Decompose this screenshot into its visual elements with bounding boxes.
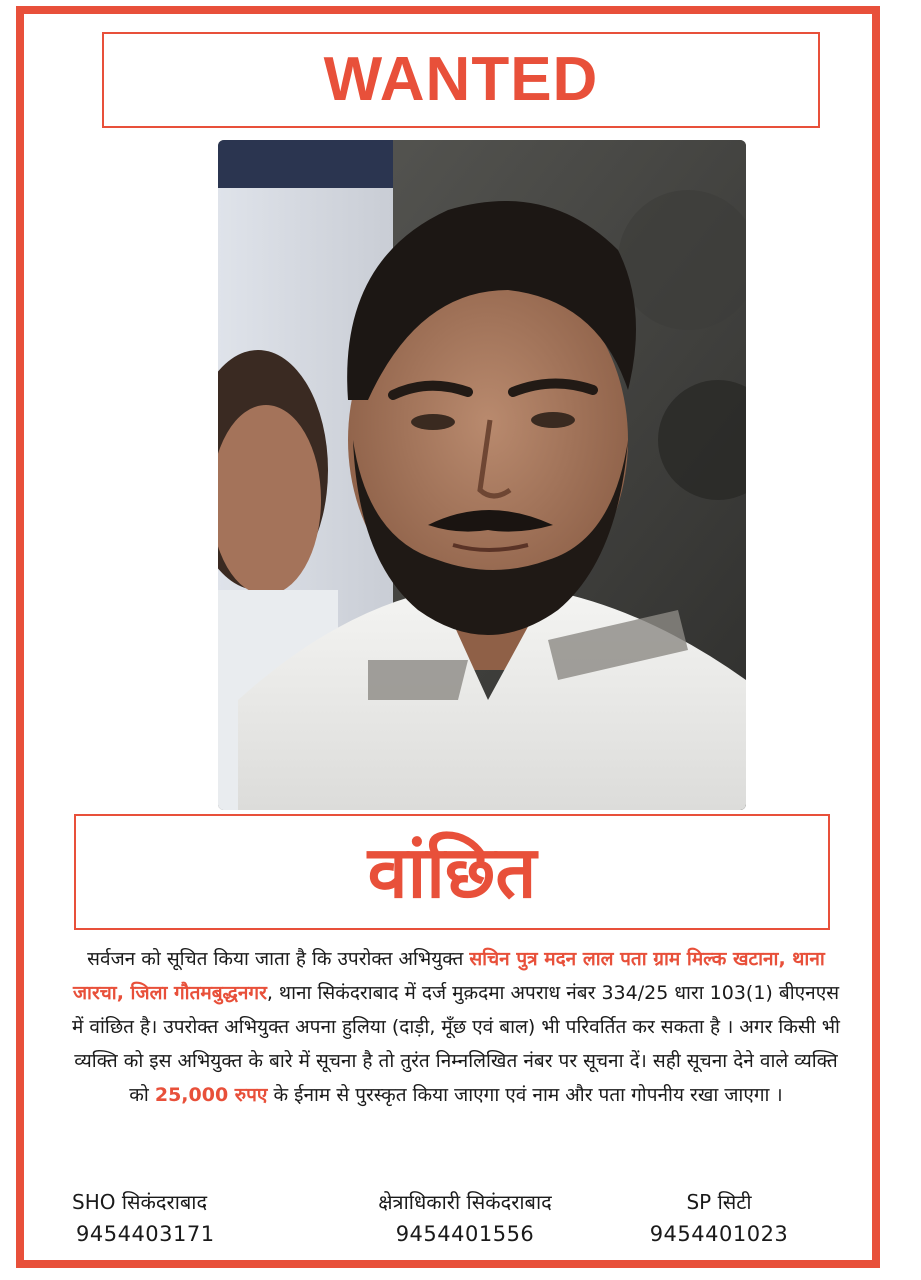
notice-text-intro: सर्वजन को सूचित किया जाता है कि उपरोक्त अभियुक्त: [87, 948, 470, 970]
contact-list: [64, 1186, 854, 1256]
contact-sp-city: [644, 1186, 794, 1250]
hindi-wanted-box: [74, 814, 830, 930]
notice-paragraph: [68, 942, 844, 1112]
contact-title: SP सिटी: [686, 1190, 752, 1214]
contact-title: क्षेत्राधिकारी सिकंदराबाद: [378, 1190, 552, 1214]
wanted-title: WANTED: [323, 45, 599, 114]
notice-text-end: के ईनाम से पुरस्कृत किया जाएगा एवं नाम और पता गोपनीय रखा जाएगा ।: [267, 1084, 783, 1106]
hindi-wanted-title: वांछित: [367, 830, 537, 914]
reward-amount: 25,000 रुपए: [154, 1084, 268, 1106]
contact-phone: 9454403171: [76, 1222, 215, 1246]
accused-name: सचिन पुत्र मदन लाल पता ग्राम मिल्क खटाना, थाना जारचा, जिला गौतमबुद्धनगर: [72, 948, 825, 1004]
wanted-header-box: [102, 32, 820, 128]
contact-circle-officer: [360, 1186, 570, 1250]
contact-sho: [72, 1186, 215, 1250]
contact-title: SHO सिकंदराबाद: [72, 1190, 208, 1214]
accused-photo-illustration: [218, 140, 746, 810]
contact-phone: 9454401556: [395, 1222, 535, 1246]
notice-text-body: , थाना सिकंदराबाद में दर्ज मुक़दमा अपराध नंबर 334/25 धारा 103(1) बीएनएस में वांछित है। उपरोक्त अभियुक्त अपना हुलिया (दाड़ी, मूँछ एवं बाल) भी परिवर्तित कर सकता है । अगर किसी भी व्यक्ति को इस अभियुक्त के बारे में सूचना है तो तुरंत निम्नलिखित नंबर पर सूचना दें। सही सूचना देने वाले व्यक्ति को: [72, 982, 840, 1106]
accused-photo: [218, 140, 746, 810]
contact-phone: 9454401023: [649, 1222, 789, 1246]
wanted-poster: [16, 6, 880, 1268]
